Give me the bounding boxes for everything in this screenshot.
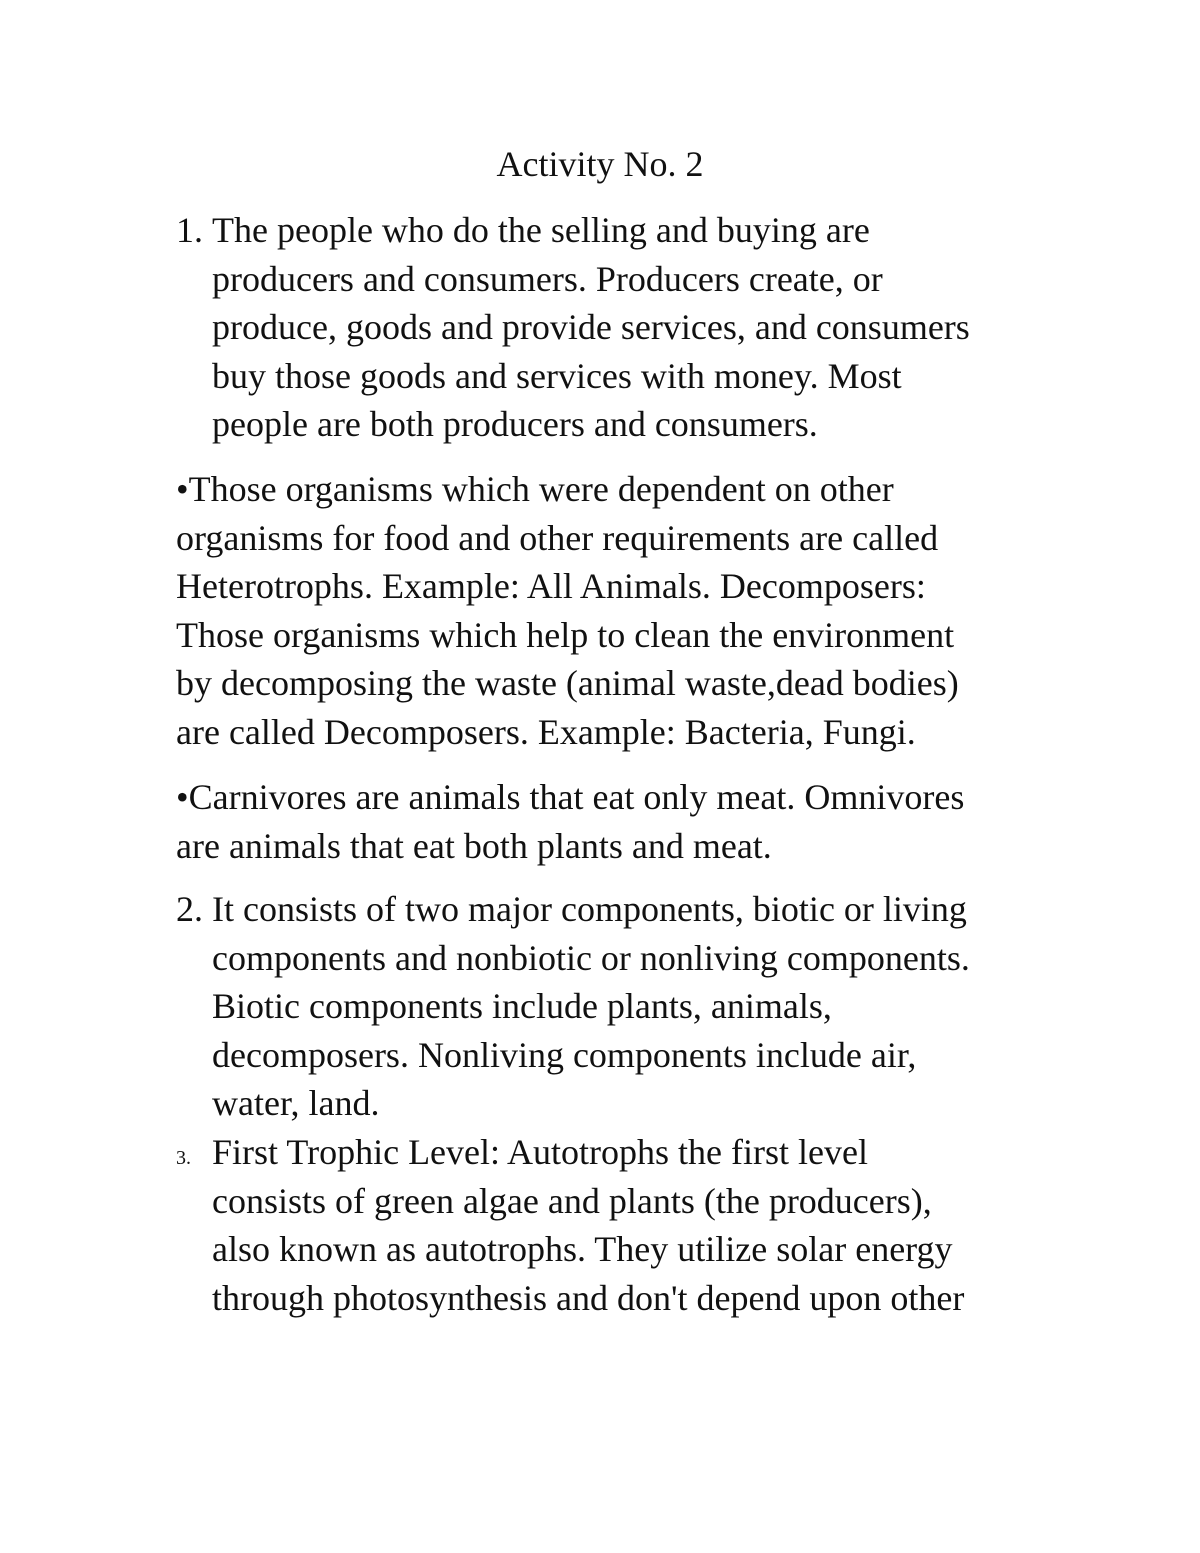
- text-line: consists of green algae and plants (the producers),: [212, 1180, 932, 1221]
- bullet-paragraph-carnivores: [176, 773, 1056, 870]
- text-line: producers and consumers. Producers create, or: [212, 258, 883, 299]
- text-line: Those organisms which help to clean the environment: [176, 614, 955, 655]
- text-line: buy those goods and services with money. Most: [212, 355, 902, 396]
- list-item-text: [212, 885, 1076, 1128]
- text-line: The people who do the selling and buying are: [212, 210, 870, 250]
- text-line: First Trophic Level: Autotrophs the first level: [212, 1132, 868, 1172]
- text-line: through photosynthesis and don't depend upon other: [212, 1277, 965, 1318]
- text-line: decomposers. Nonliving components include air,: [212, 1034, 917, 1075]
- text-line: It consists of two major components, biotic or living: [212, 889, 967, 929]
- page-title: Activity No. 2: [496, 144, 704, 184]
- list-item-text: [212, 1128, 1076, 1322]
- text-line: are animals that eat both plants and meat.: [176, 825, 772, 866]
- text-line: organisms for food and other requirements are called: [176, 517, 939, 558]
- list-marker: 2.: [176, 889, 203, 929]
- bullet-paragraph-heterotrophs: [176, 465, 1056, 756]
- text-line: people are both producers and consumers.: [212, 404, 818, 444]
- text-line: by decomposing the waste (animal waste,dead bodies): [176, 663, 959, 703]
- list-item-1: [176, 206, 1076, 449]
- list-item-3: [176, 1128, 1076, 1322]
- text-line: also known as autotrophs. They utilize solar energy: [212, 1229, 953, 1269]
- list-marker: 1.: [176, 210, 203, 250]
- text-line: are called Decomposers. Example: Bacteria, Fungi.: [176, 711, 916, 752]
- list-item-2: [176, 885, 1076, 1128]
- list-item-text: [212, 206, 1076, 449]
- list-marker: 3.: [176, 1147, 191, 1169]
- text-line: Biotic components include plants, animals,: [212, 986, 832, 1026]
- text-line: Heterotrophs. Example: All Animals. Decomposers:: [176, 566, 926, 606]
- text-line: •Carnivores are animals that eat only meat. Omnivores: [176, 777, 965, 817]
- text-line: water, land.: [212, 1083, 380, 1123]
- text-line: components and nonbiotic or nonliving components.: [212, 937, 970, 978]
- text-line: •Those organisms which were dependent on other: [176, 469, 894, 509]
- text-line: produce, goods and provide services, and consumers: [212, 307, 970, 347]
